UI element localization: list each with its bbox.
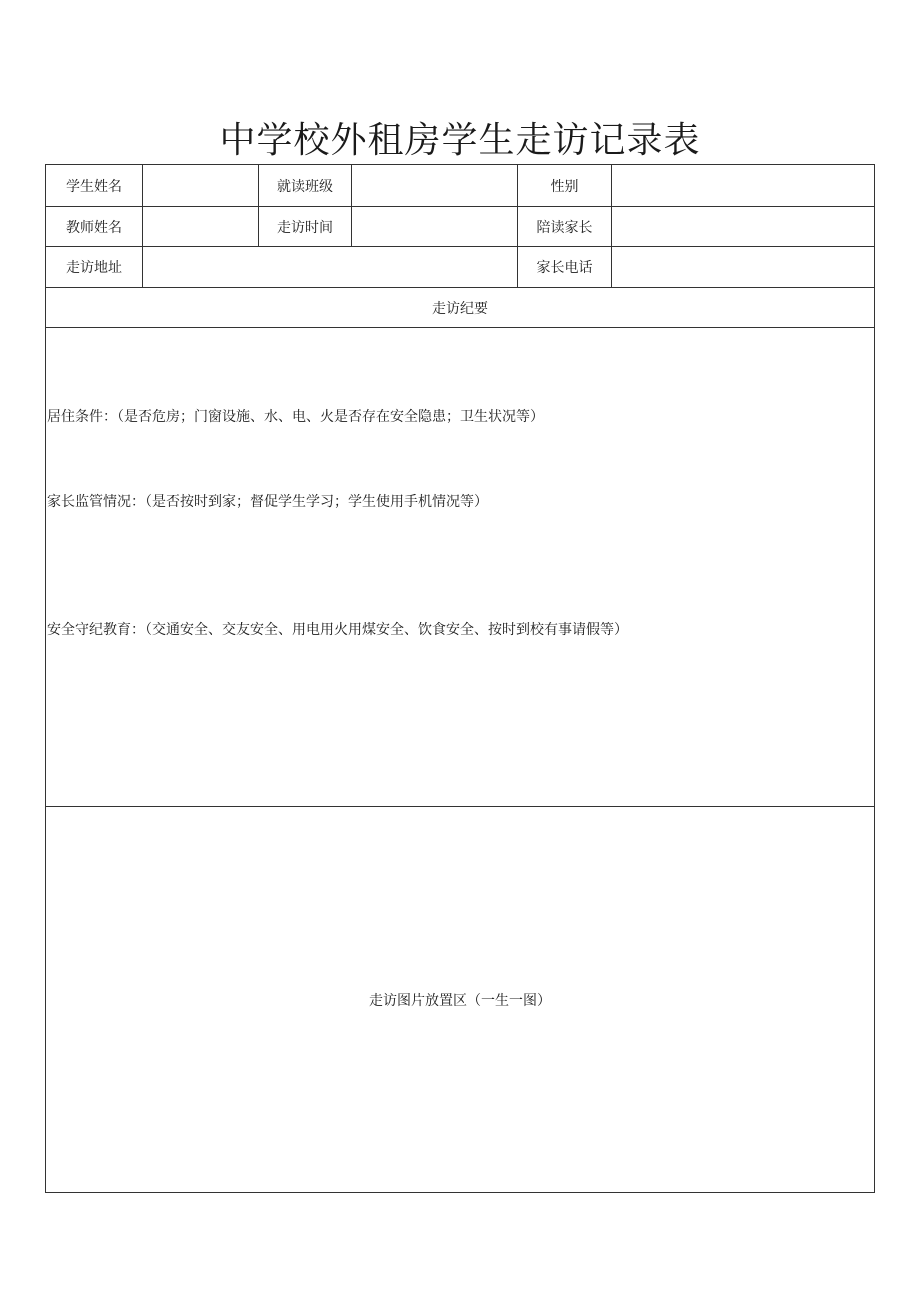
parent-phone-field[interactable] (612, 247, 874, 288)
teacher-name-label: 教师姓名 (46, 207, 143, 247)
photo-placement-area[interactable] (46, 807, 874, 1192)
form-title: 中学校外租房学生走访记录表 (219, 120, 701, 161)
teacher-name-field[interactable] (143, 207, 259, 247)
visit-summary-header: 走访纪要 (46, 288, 874, 328)
accompanying-parent-field[interactable] (612, 207, 874, 247)
accompanying-parent-label: 陪读家长 (518, 207, 612, 247)
gender-field[interactable] (612, 165, 874, 207)
parent-phone-label: 家长电话 (518, 247, 612, 288)
visit-notes-area[interactable] (46, 328, 874, 807)
visit-address-label: 走访地址 (46, 247, 143, 288)
visit-time-field[interactable] (352, 207, 518, 247)
parental-supervision-note: 家长监管情况：（是否按时到家；督促学生学习；学生使用手机情况等） (47, 494, 488, 510)
student-name-label: 学生姓名 (46, 165, 143, 207)
class-label: 就读班级 (259, 165, 352, 207)
visit-record-form (45, 164, 875, 1193)
student-name-field[interactable] (143, 165, 259, 207)
living-conditions-note: 居住条件：（是否危房；门窗设施、水、电、火是否存在安全隐患；卫生状况等） (47, 409, 544, 425)
safety-education-note: 安全守纪教育：（交通安全、交友安全、用电用火用煤安全、饮食安全、按时到校有事请假等） (47, 622, 628, 638)
photo-area-label: 走访图片放置区（一生一图） (369, 992, 551, 1009)
visit-address-field[interactable] (143, 247, 518, 288)
visit-time-label: 走访时间 (259, 207, 352, 247)
class-field[interactable] (352, 165, 518, 207)
gender-label: 性别 (518, 165, 612, 207)
